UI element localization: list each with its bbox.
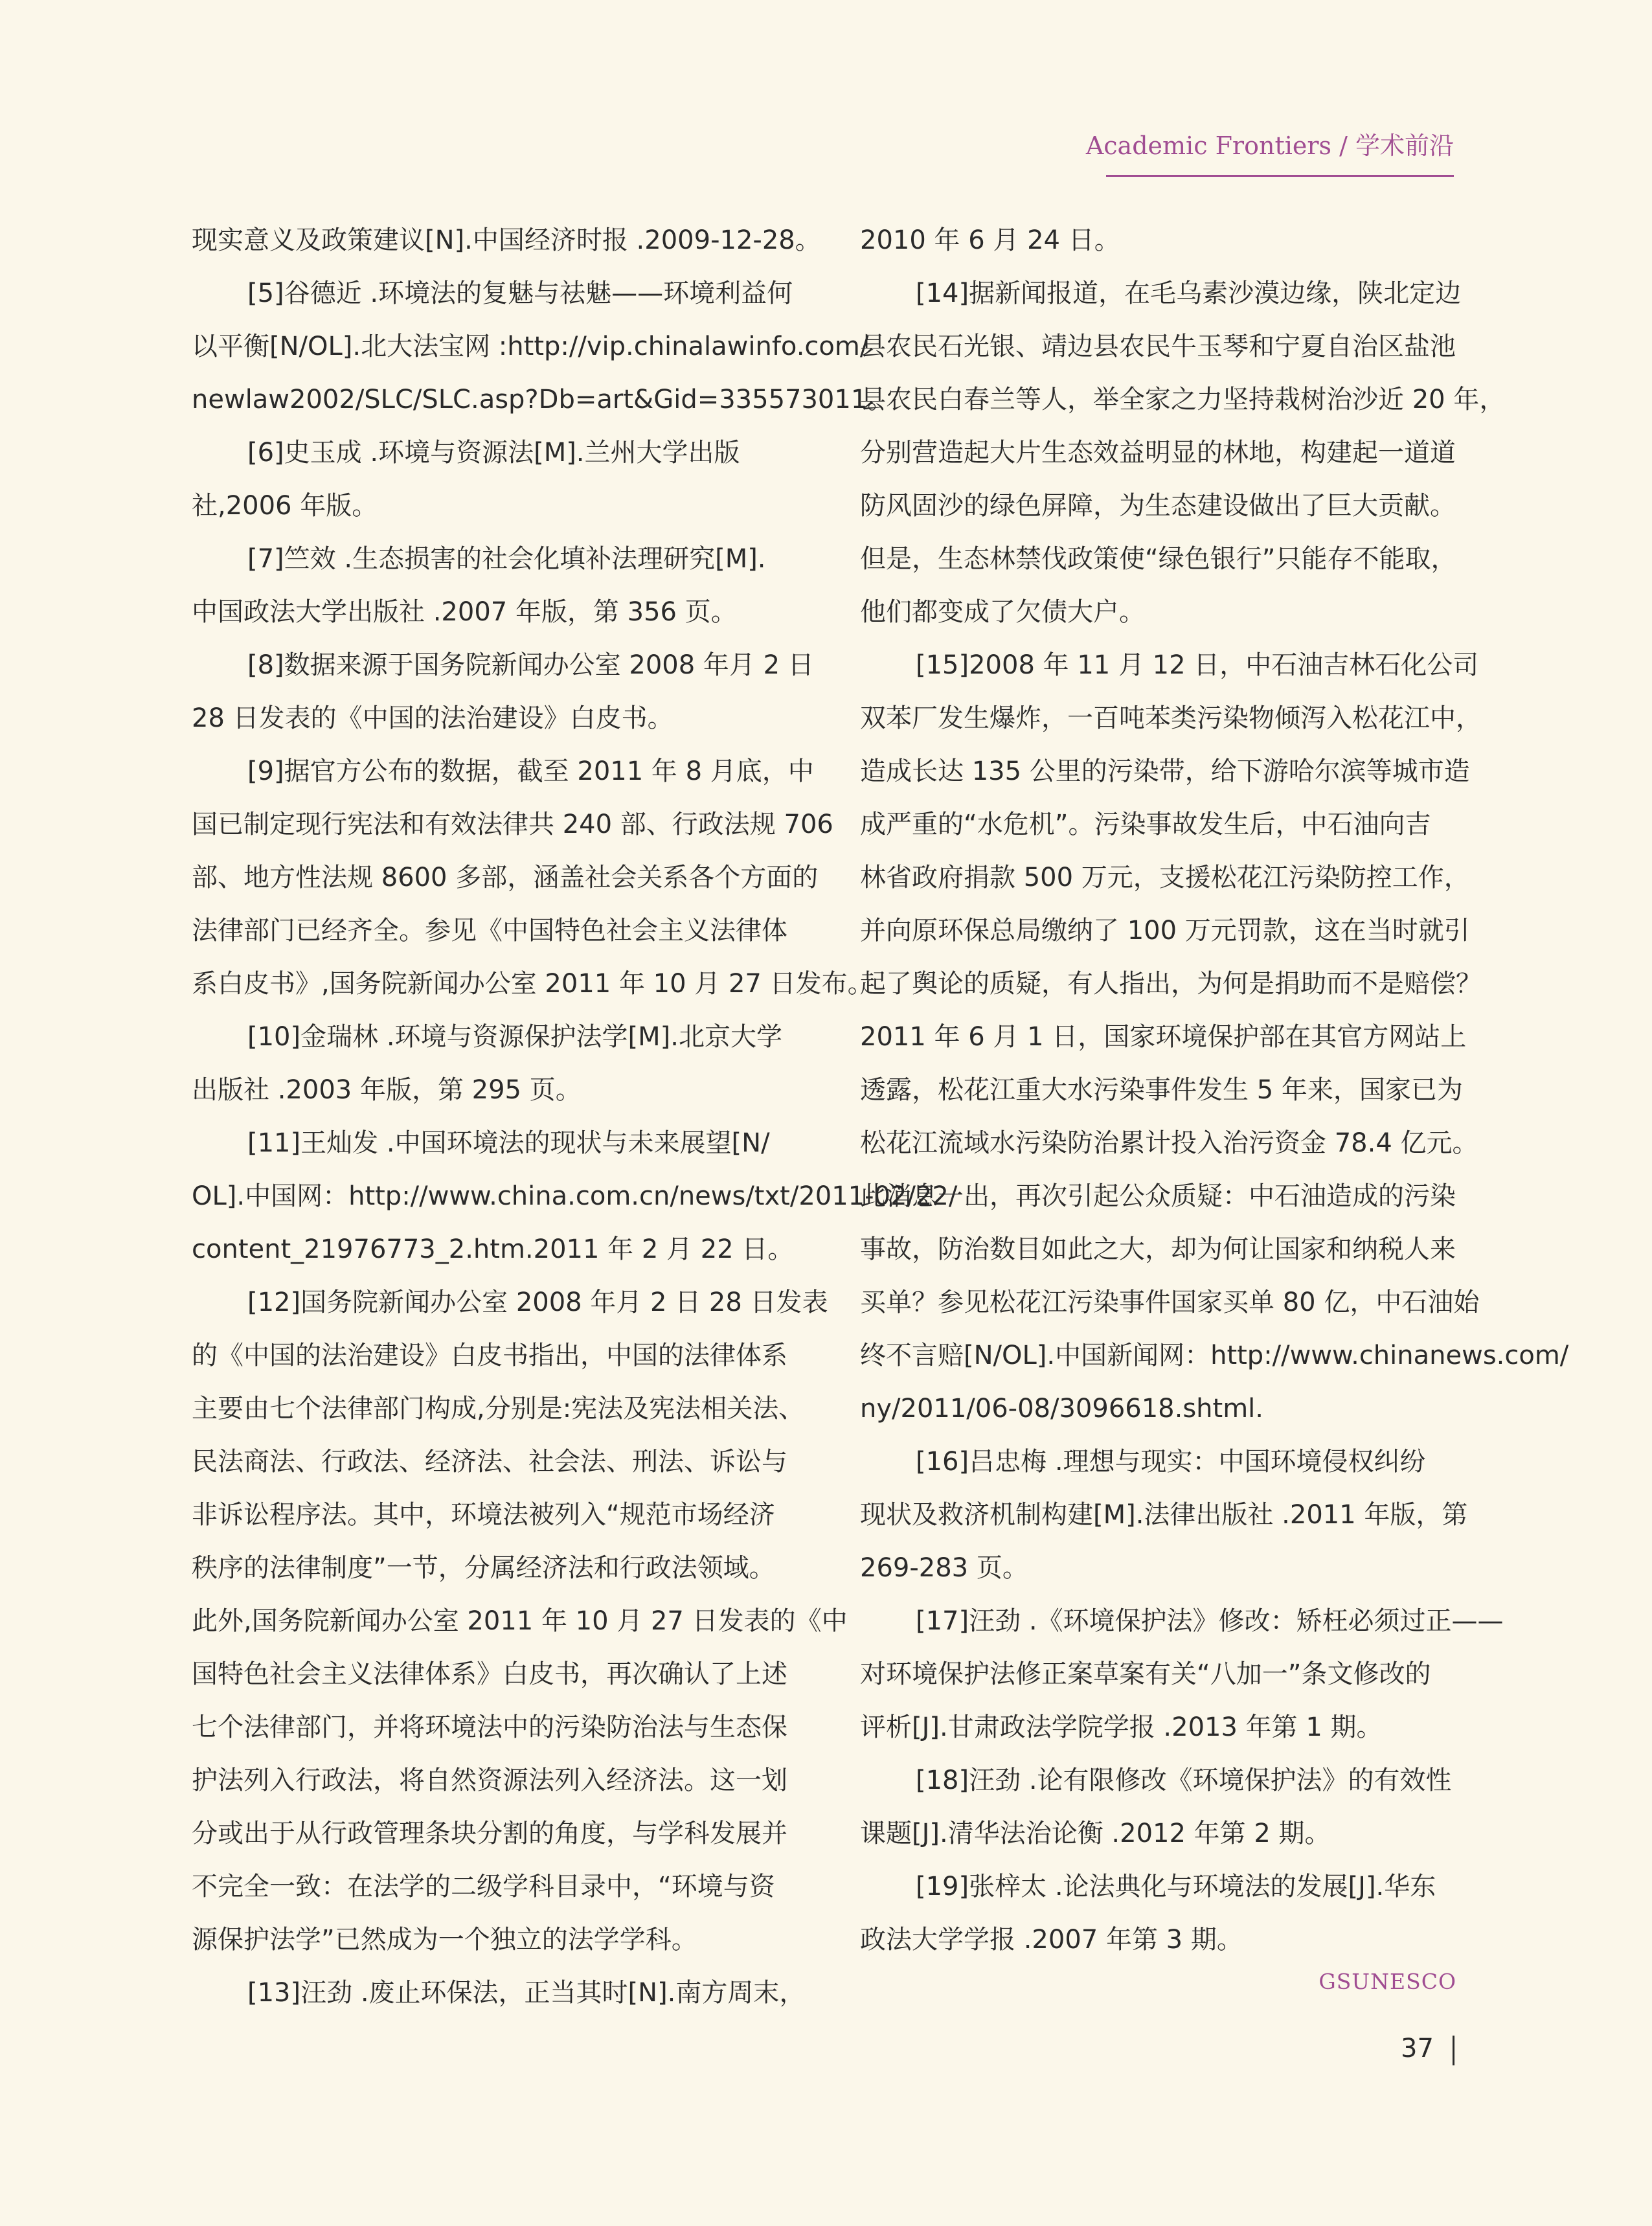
reference-start-line: [6]史玉成 .环境与资源法[M].兰州大学出版 [247, 438, 740, 468]
text-line: 现实意义及政策建议[N].中国经济时报 .2009-12-28。 [192, 225, 821, 255]
text-line: 终不言赔[N/OL].中国新闻网：http://www.chinanews.com/ [860, 1341, 1569, 1370]
text-line: 部、地方性法规 8600 多部，涵盖社会关系各个方面的 [192, 863, 819, 892]
text-line: 国已制定现行宪法和有效法律共 240 部、行政法规 706 [192, 810, 833, 839]
reference-start-line: [15]2008 年 11 月 12 日，中石油吉林石化公司 [916, 650, 1479, 680]
text-line: 此消息一出，再次引起公众质疑：中石油造成的污染 [860, 1181, 1456, 1211]
running-header [1085, 122, 1454, 177]
text-line: 2011 年 6 月 1 日，国家环境保护部在其官方网站上 [860, 1022, 1467, 1052]
header-title: Academic Frontiers / 学术前沿 [1085, 131, 1454, 160]
text-line: 2010 年 6 月 24 日。 [860, 225, 1120, 255]
text-line: 出版社 .2003 年版，第 295 页。 [192, 1075, 582, 1105]
text-line: 县农民白春兰等人，举全家之力坚持栽树治沙近 20 年， [860, 385, 1506, 415]
reference-start-line: [10]金瑞林 .环境与资源保护法学[M].北京大学 [247, 1022, 782, 1052]
text-line: 28 日发表的《中国的法治建设》白皮书。 [192, 703, 673, 733]
text-line: 但是，生态林禁伐政策使“绿色银行”只能存不能取， [860, 544, 1457, 574]
text-line: 民法商法、行政法、经济法、社会法、刑法、诉讼与 [192, 1447, 787, 1477]
reference-start-line: [11]王灿发 .中国环境法的现状与未来展望[N/ [247, 1128, 770, 1158]
text-line: 社,2006 年版。 [192, 491, 378, 521]
text-line: 非诉讼程序法。其中，环境法被列入“规范市场经济 [192, 1500, 775, 1530]
text-line: 他们都变成了欠债大户。 [860, 597, 1145, 627]
reference-start-line: [19]张梓太 .论法典化与环境法的发展[J].华东 [916, 1872, 1436, 1902]
text-line: 护法列入行政法，将自然资源法列入经济法。这一划 [192, 1766, 787, 1795]
text-line: 林省政府捐款 500 万元，支援松花江污染防控工作， [860, 863, 1470, 892]
reference-start-line: [13]汪劲 .废止环保法，正当其时[N].南方周末， [247, 1978, 806, 2008]
text-line: 七个法律部门，并将环境法中的污染防治法与生态保 [192, 1712, 787, 1742]
text-line: 双苯厂发生爆炸，一百吨苯类污染物倾泻入松花江中， [860, 703, 1482, 733]
text-line: 政法大学学报 .2007 年第 3 期。 [860, 1925, 1243, 1955]
text-line: content_21976773_2.htm.2011 年 2 月 22 日。 [192, 1234, 794, 1264]
text-line: 并向原环保总局缴纳了 100 万元罚款，这在当时就引 [860, 916, 1470, 946]
text-line: 分别营造起大片生态效益明显的林地，构建起一道道 [860, 438, 1456, 468]
reference-start-line: [18]汪劲 .论有限修改《环境保护法》的有效性 [916, 1766, 1452, 1795]
text-line: 事故，防治数目如此之大，却为何让国家和纳税人来 [860, 1234, 1456, 1264]
right-column [860, 214, 1569, 1966]
text-line: 起了舆论的质疑，有人指出，为何是捐助而不是赔偿？ [860, 969, 1482, 999]
text-line: 不完全一致：在法学的二级学科目录中，“环境与资 [192, 1872, 775, 1902]
text-line: 法律部门已经齐全。参见《中国特色社会主义法律体 [192, 916, 787, 946]
text-line: 透露，松花江重大水污染事件发生 5 年来，国家已为 [860, 1075, 1463, 1105]
text-line: 中国政法大学出版社 .2007 年版，第 356 页。 [192, 597, 737, 627]
brand-mark: GSUNESCO [1318, 1969, 1456, 1994]
reference-start-line: [16]吕忠梅 .理想与现实：中国环境侵权纠纷 [916, 1447, 1426, 1477]
text-line: 分或出于从行政管理条块分割的角度，与学科发展并 [192, 1819, 787, 1848]
text-line: 主要由七个法律部门构成,分别是:宪法及宪法相关法、 [192, 1394, 805, 1424]
reference-start-line: [14]据新闻报道，在毛乌素沙漠边缘，陕北定边 [916, 278, 1462, 308]
text-line: 的《中国的法治建设》白皮书指出，中国的法律体系 [192, 1341, 787, 1370]
text-line: 课题[J].清华法治论衡 .2012 年第 2 期。 [860, 1819, 1331, 1848]
text-line: 防风固沙的绿色屏障，为生态建设做出了巨大贡献。 [860, 491, 1456, 521]
text-line: 买单？参见松花江污染事件国家买单 80 亿，中石油始 [860, 1288, 1480, 1317]
text-line: 秩序的法律制度”一节，分属经济法和行政法领域。 [192, 1553, 775, 1583]
reference-start-line: [17]汪劲 .《环境保护法》修改：矫枉必须过正—— [916, 1606, 1504, 1636]
text-line: ny/2011/06-08/3096618.shtml. [860, 1394, 1264, 1424]
text-line: 县农民石光银、靖边县农民牛玉琴和宁夏自治区盐池 [860, 332, 1456, 361]
text-line: 269-283 页。 [860, 1553, 1028, 1583]
text-line: 此外,国务院新闻办公室 2011 年 10 月 27 日发表的《中 [192, 1606, 848, 1636]
text-line: 系白皮书》,国务院新闻办公室 2011 年 10 月 27 日发布。 [192, 969, 874, 999]
reference-start-line: [12]国务院新闻办公室 2008 年月 2 日 28 日发表 [247, 1288, 828, 1317]
text-line: 现状及救济机制构建[M].法律出版社 .2011 年版，第 [860, 1500, 1468, 1530]
text-line: 对环境保护法修正案草案有关“八加一”条文修改的 [860, 1659, 1431, 1689]
reference-start-line: [7]竺效 .生态损害的社会化填补法理研究[M]. [247, 544, 766, 574]
text-line: 松花江流域水污染防治累计投入治污资金 78.4 亿元。 [860, 1128, 1478, 1158]
text-line: 国特色社会主义法律体系》白皮书，再次确认了上述 [192, 1659, 787, 1689]
reference-start-line: [9]据官方公布的数据，截至 2011 年 8 月底，中 [247, 756, 814, 786]
text-line: newlaw2002/SLC/SLC.asp?Db=art&Gid=335573011。 [192, 385, 894, 415]
text-line: 造成长达 135 公里的污染带，给下游哈尔滨等城市造 [860, 756, 1470, 786]
text-line: OL].中国网：http://www.china.com.cn/news/txt/2011-02/22/ [192, 1181, 958, 1211]
reference-start-line: [8]数据来源于国务院新闻办公室 2008 年月 2 日 [247, 650, 814, 680]
page-number-divider [1453, 2036, 1454, 2065]
text-line: 评析[J].甘肃政法学院学报 .2013 年第 1 期。 [860, 1712, 1383, 1742]
text-line: 成严重的“水危机”。污染事故发生后，中石油向吉 [860, 810, 1431, 839]
reference-start-line: [5]谷德近 .环境法的复魅与祛魅——环境利益何 [247, 278, 793, 308]
page-number: 37 [1401, 2034, 1434, 2063]
text-line: 以平衡[N/OL].北大法宝网 :http://vip.chinalawinfo.com/ [192, 332, 869, 361]
text-line: 源保护法学”已然成为一个独立的法学学科。 [192, 1925, 697, 1955]
